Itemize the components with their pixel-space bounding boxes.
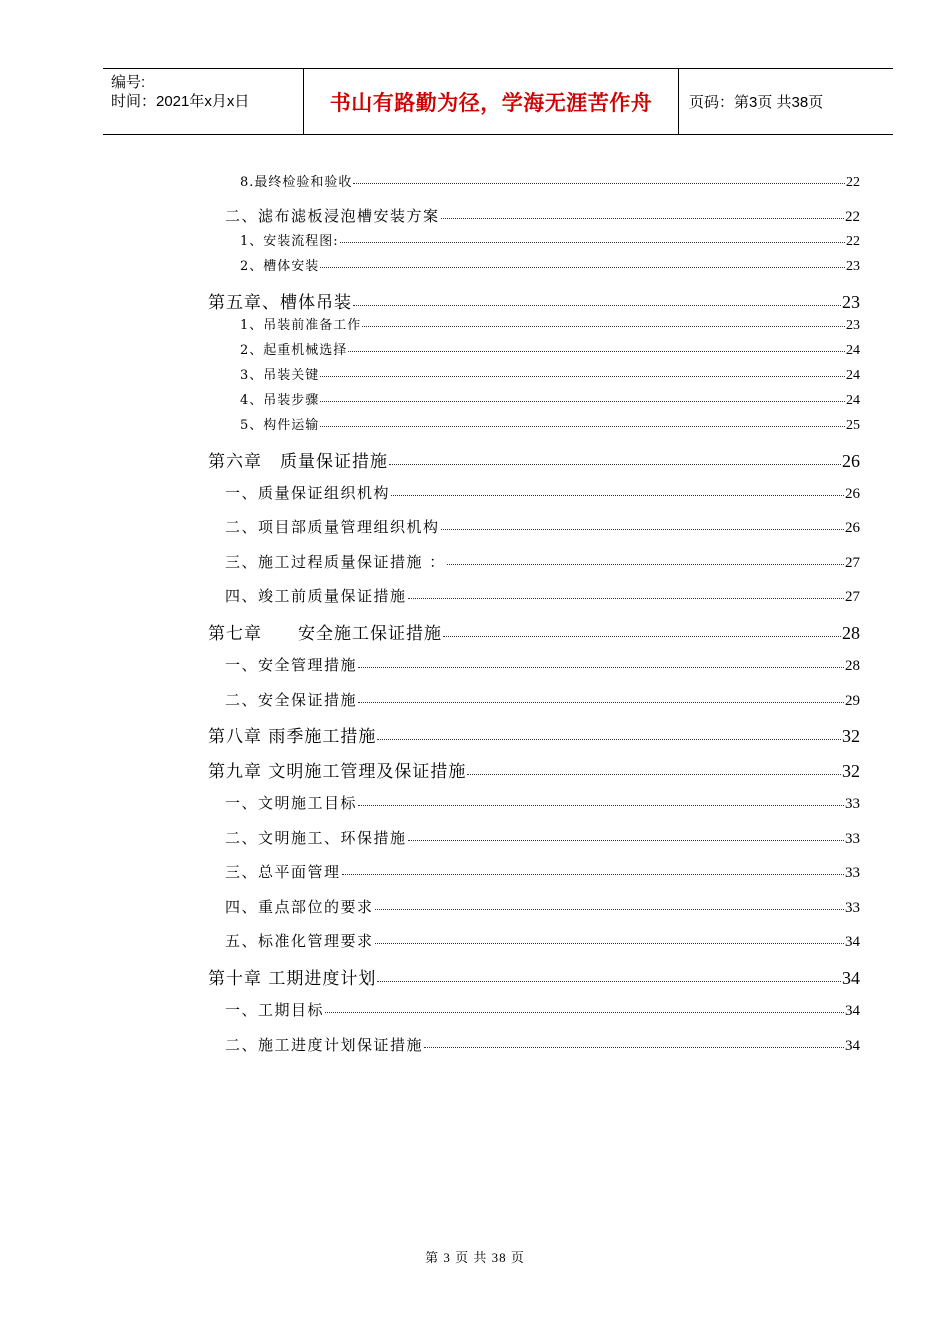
toc-leader-dots: [389, 464, 841, 465]
toc-entry[interactable]: [240, 364, 860, 384]
toc-entry[interactable]: [225, 930, 860, 951]
toc-entry-label: 2、槽体安装: [240, 259, 320, 274]
toc-entry-page: 34: [845, 1038, 860, 1054]
toc-entry[interactable]: [240, 255, 860, 275]
toc-entry-page: 29: [845, 693, 860, 709]
toc-entry-label: 二、施工进度计划保证措施: [225, 1036, 424, 1054]
toc-entry-page: 34: [845, 934, 860, 950]
toc-entry-page: 22: [846, 234, 860, 249]
toc-leader-dots: [443, 636, 841, 637]
toc-leader-dots: [342, 874, 844, 875]
toc-entry[interactable]: [225, 585, 860, 606]
toc-entry[interactable]: [225, 896, 860, 917]
toc-entry[interactable]: [208, 722, 860, 747]
toc-entry-page: 23: [846, 259, 860, 274]
toc-entry[interactable]: [240, 171, 860, 191]
toc-entry-label: 第六章 质量保证措施: [208, 452, 388, 472]
toc-entry-label: 二、文明施工、环保措施: [225, 829, 407, 847]
toc-entry[interactable]: [225, 1034, 860, 1055]
toc-entry[interactable]: [240, 230, 860, 250]
toc-entry-label: 3、吊装关键: [240, 368, 320, 383]
toc-entry-page: 33: [845, 796, 860, 812]
toc-entry-label: 一、质量保证组织机构: [225, 484, 391, 502]
header-motto: 书山有路勤为径，学海无涯苦作舟: [304, 69, 679, 134]
toc-entry-label: 第五章、槽体吊装: [208, 293, 352, 313]
toc-leader-dots: [447, 564, 844, 565]
toc-entry-label: 一、安全管理措施: [225, 656, 358, 674]
toc-leader-dots: [441, 529, 844, 530]
toc-leader-dots: [320, 426, 845, 427]
toc-entry-page: 25: [846, 418, 860, 433]
toc-entry-label: 一、工期目标: [225, 1001, 325, 1019]
toc-entry-label: 二、项目部质量管理组织机构: [225, 518, 440, 536]
toc-entry-label: 三、施工过程质量保证措施 ：: [225, 553, 446, 571]
toc-leader-dots: [358, 667, 844, 668]
toc-entry-page: 23: [842, 292, 860, 312]
toc-entry[interactable]: [208, 447, 860, 472]
toc-entry-label: 4、吊装步骤: [240, 393, 320, 408]
toc-entry-page: 27: [845, 589, 860, 605]
toc-leader-dots: [348, 351, 845, 352]
time-label: 时间：2021年x月x日: [111, 93, 250, 110]
toc-entry-page: 33: [845, 831, 860, 847]
toc-entry-label: 二、安全保证措施: [225, 691, 358, 709]
toc-entry-page: 34: [845, 1003, 860, 1019]
toc-leader-dots: [320, 376, 845, 377]
toc-entry[interactable]: [225, 654, 860, 675]
toc-entry-page: 24: [846, 343, 860, 358]
header-page-info: 页码：第3页 共38页: [689, 94, 824, 111]
toc-leader-dots: [320, 401, 845, 402]
toc-entry-label: 第七章 安全施工保证措施: [208, 624, 442, 644]
toc-entry-page: 28: [842, 623, 860, 643]
toc-entry[interactable]: [225, 827, 860, 848]
toc-leader-dots: [375, 909, 844, 910]
toc-entry[interactable]: [225, 689, 860, 710]
toc-entry-page: 34: [842, 968, 860, 988]
toc-entry-label: 第九章 文明施工管理及保证措施: [208, 762, 467, 782]
toc-entry-page: 26: [845, 486, 860, 502]
toc-leader-dots: [441, 218, 844, 219]
toc-leader-dots: [408, 840, 844, 841]
toc-entry[interactable]: [240, 339, 860, 359]
toc-entry[interactable]: [225, 551, 860, 572]
toc-entry-page: 24: [846, 368, 860, 383]
code-label: 编号:: [111, 74, 146, 91]
toc-entry[interactable]: [225, 482, 860, 503]
toc-leader-dots: [358, 805, 844, 806]
toc-entry-label: 2、起重机械选择: [240, 343, 348, 358]
toc-leader-dots: [424, 1047, 844, 1048]
toc-entry[interactable]: [225, 205, 860, 226]
toc-leader-dots: [375, 943, 844, 944]
toc-entry[interactable]: [208, 964, 860, 989]
toc-entry-label: 5、构件运输: [240, 418, 320, 433]
toc-leader-dots: [408, 598, 844, 599]
toc-leader-dots: [358, 702, 844, 703]
toc-entry[interactable]: [225, 999, 860, 1020]
toc-entry-page: 33: [845, 865, 860, 881]
toc-entry[interactable]: [240, 414, 860, 434]
toc-leader-dots: [340, 242, 845, 243]
toc-leader-dots: [353, 305, 841, 306]
toc-entry-label: 第八章 雨季施工措施: [208, 727, 377, 747]
toc-entry-page: 22: [846, 175, 860, 190]
toc-entry-page: 27: [845, 555, 860, 571]
toc-leader-dots: [325, 1012, 844, 1013]
toc-entry[interactable]: [208, 757, 860, 782]
toc-entry-page: 26: [845, 520, 860, 536]
toc-entry[interactable]: [208, 619, 860, 644]
toc-entry-label: 1、安装流程图:: [240, 234, 339, 249]
toc-entry-label: 二、滤布滤板浸泡槽安装方案: [225, 207, 440, 225]
toc-entry-page: 22: [845, 209, 860, 225]
toc-leader-dots: [377, 739, 841, 740]
toc-entry-page: 24: [846, 393, 860, 408]
toc-entry-label: 1、吊装前准备工作: [240, 318, 362, 333]
toc-entry-page: 23: [846, 318, 860, 333]
toc-entry[interactable]: [208, 288, 860, 313]
toc-entry-label: 一、文明施工目标: [225, 794, 358, 812]
toc-entry-label: 8.最终检验和验收: [240, 175, 353, 190]
toc-entry[interactable]: [225, 861, 860, 882]
toc-entry-label: 五、标准化管理要求: [225, 932, 374, 950]
toc-entry[interactable]: [225, 792, 860, 813]
toc-entry-page: 32: [842, 761, 860, 781]
toc-entry[interactable]: [225, 516, 860, 537]
toc-leader-dots: [353, 183, 845, 184]
toc-entry-label: 四、重点部位的要求: [225, 898, 374, 916]
toc-entry-page: 33: [845, 900, 860, 916]
toc-entry-page: 28: [845, 658, 860, 674]
toc-leader-dots: [320, 267, 845, 268]
toc-entry-label: 四、竣工前质量保证措施: [225, 587, 407, 605]
page-footer: 第 3 页 共 38 页: [425, 1250, 525, 1265]
toc-entry-page: 32: [842, 726, 860, 746]
toc-leader-dots: [467, 774, 841, 775]
toc-entry-label: 三、总平面管理: [225, 863, 341, 881]
toc-entry-page: 26: [842, 451, 860, 471]
toc-leader-dots: [362, 326, 845, 327]
toc-entry[interactable]: [240, 314, 860, 334]
toc-entry-label: 第十章 工期进度计划: [208, 969, 377, 989]
toc-leader-dots: [391, 495, 844, 496]
toc-entry[interactable]: [240, 389, 860, 409]
toc-leader-dots: [377, 981, 841, 982]
